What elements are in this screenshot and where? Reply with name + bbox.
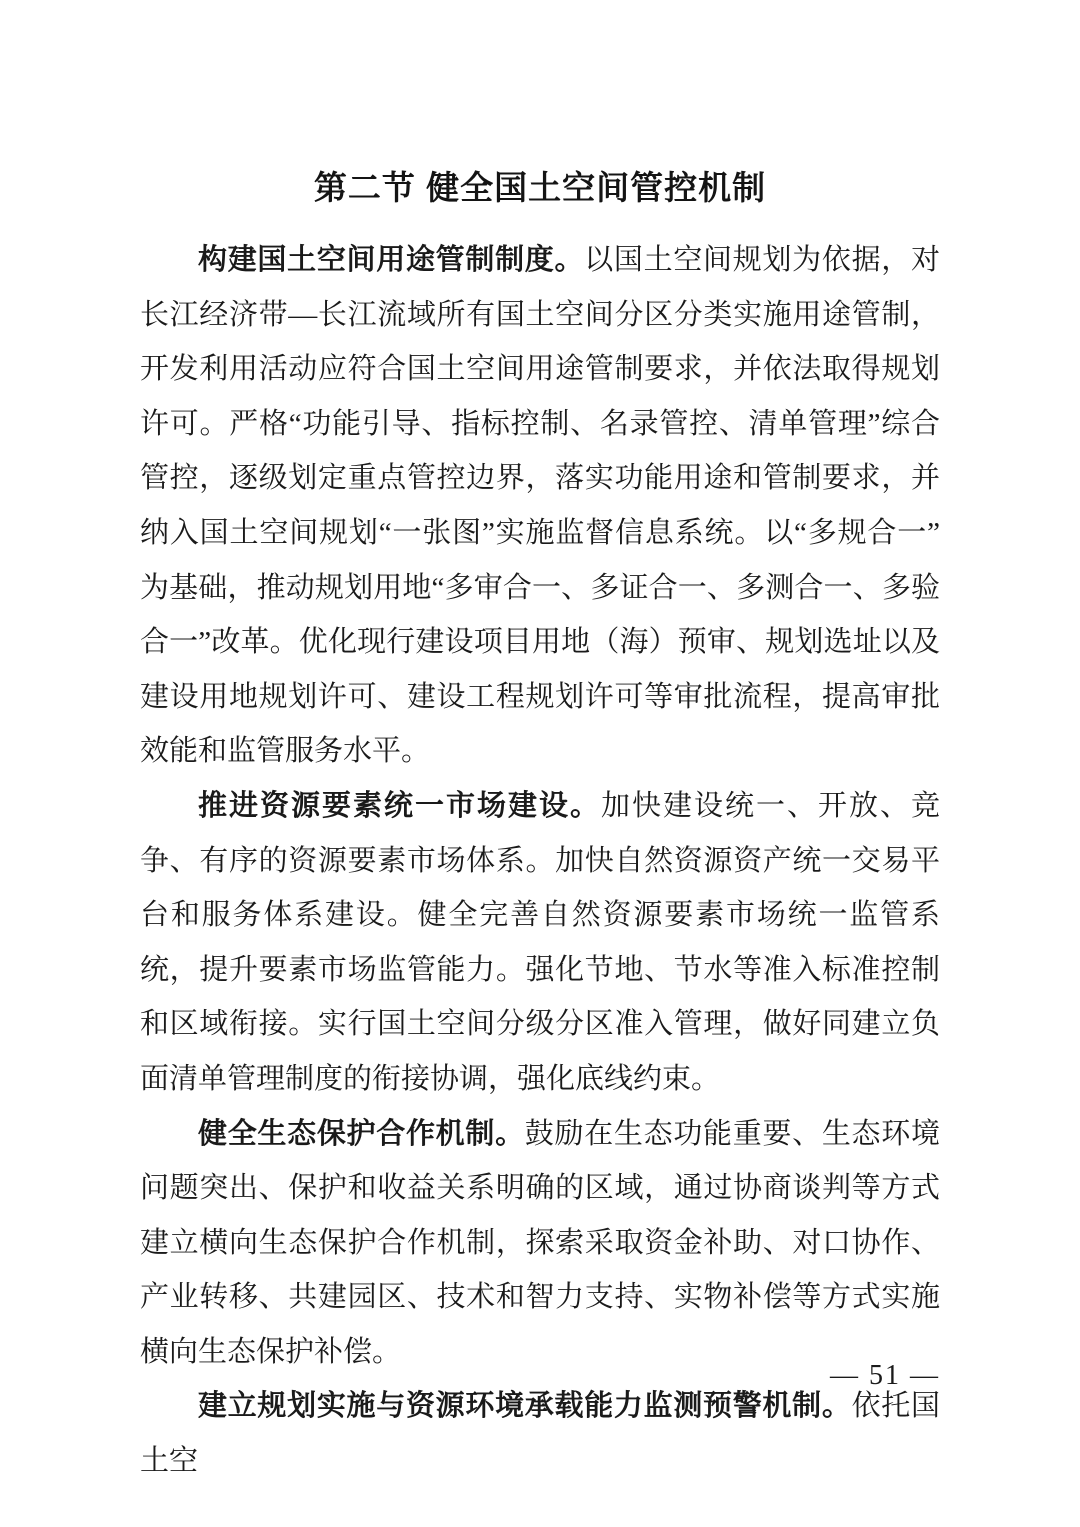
paragraph bbox=[140, 1107, 940, 1380]
body-text bbox=[140, 233, 940, 1489]
section-title: 第二节 健全国土空间管控机制 bbox=[313, 169, 767, 206]
paragraph bbox=[140, 779, 940, 1107]
paragraph-lead: 建立规划实施与资源环境承载能力监测预警机制。 bbox=[198, 1390, 852, 1423]
page-number: — 51 — bbox=[830, 1360, 940, 1391]
paragraph-text: 依托国土空 bbox=[140, 1390, 940, 1478]
paragraph-text: 加快建设统一、开放、竞争、有序的资源要素市场体系。加快自然资源资产统一交易平台和服务体系建设。健全完善自然资源要素市场统一监管系统，提升要素市场监管能力。强化节地、节水等准入标准控制和区域衔接。实行国土空间分级分区准入管理，做好同建立负面清单管理制度的衔接协调，强化底线约束。 bbox=[140, 789, 940, 1095]
paragraph-text: 以国土空间规划为依据，对长江经济带—长江流域所有国土空间分区分类实施用途管制，开发利用活动应符合国土空间用途管制要求，并依法取得规划许可。严格“功能引导、指标控制、名录管控、清单管理”综合管控，逐级划定重点管控边界，落实功能用途和管制要求，并纳入国土空间规划“一张图”实施监督信息系统。以“多规合一”为基础，推动规划用地“多审合一、多证合一、多测合一、多验合一”改革。优化现行建设项目用地（海）预审、规划选址以及建设用地规划许可、建设工程规划许可等审批流程，提高审批效能和监管服务水平。 bbox=[140, 244, 940, 768]
paragraph bbox=[140, 233, 940, 779]
paragraph-text: 鼓励在生态功能重要、生态环境问题突出、保护和收益关系明确的区域，通过协商谈判等方式建立横向生态保护合作机制，探索采取资金补助、对口协作、产业转移、共建园区、技术和智力支持、实物补偿等方式实施横向生态保护补偿。 bbox=[140, 1117, 940, 1368]
paragraph bbox=[140, 1379, 940, 1488]
paragraph-lead: 构建国土空间用途管制制度。 bbox=[198, 244, 585, 276]
paragraph-lead: 健全生态保护合作机制。 bbox=[198, 1117, 525, 1150]
paragraph-lead: 推进资源要素统一市场建设。 bbox=[198, 789, 601, 822]
